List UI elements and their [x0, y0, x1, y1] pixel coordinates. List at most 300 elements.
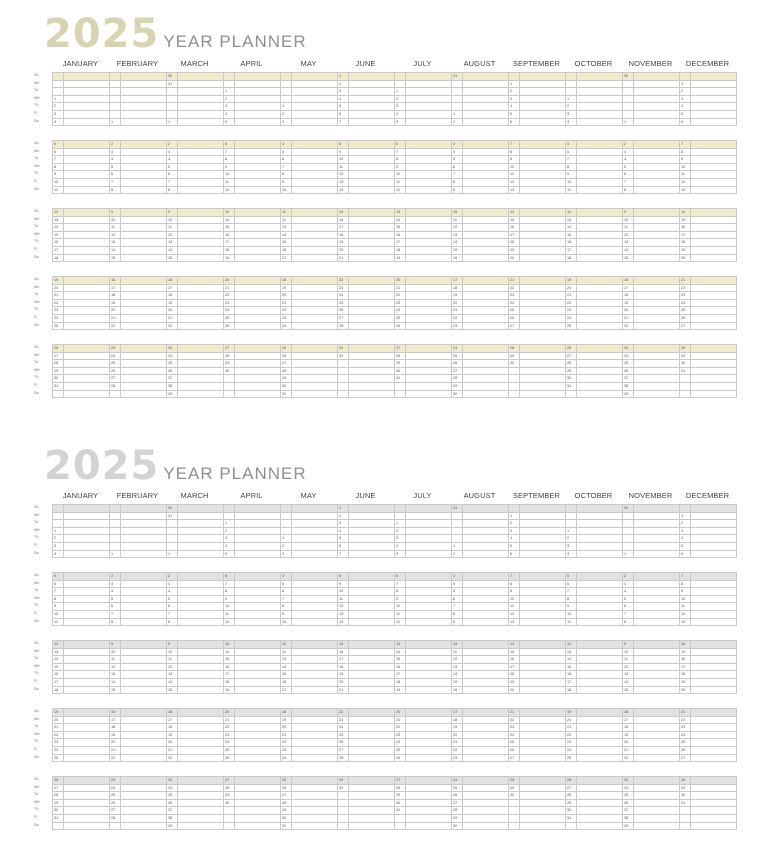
- day-cell[interactable]: [395, 520, 452, 528]
- day-cell[interactable]: [167, 641, 224, 649]
- day-cell[interactable]: [452, 209, 509, 217]
- day-cell[interactable]: [110, 724, 167, 732]
- day-cell[interactable]: [452, 315, 509, 323]
- day-cell[interactable]: [680, 513, 737, 521]
- day-cell[interactable]: [452, 505, 509, 513]
- day-cell[interactable]: [395, 800, 452, 808]
- day-cell[interactable]: [110, 573, 167, 581]
- day-cell[interactable]: [566, 732, 623, 740]
- day-cell[interactable]: [338, 383, 395, 391]
- day-cell[interactable]: [680, 239, 737, 247]
- day-cell[interactable]: [110, 603, 167, 611]
- day-cell[interactable]: [53, 800, 110, 808]
- day-cell[interactable]: [452, 383, 509, 391]
- day-cell[interactable]: [224, 156, 281, 164]
- day-cell[interactable]: [623, 792, 680, 800]
- day-cell[interactable]: [338, 649, 395, 657]
- day-cell[interactable]: [281, 679, 338, 687]
- day-cell[interactable]: [338, 103, 395, 111]
- day-cell[interactable]: [338, 360, 395, 368]
- day-cell[interactable]: [452, 179, 509, 187]
- day-cell[interactable]: [281, 300, 338, 308]
- day-cell[interactable]: [53, 360, 110, 368]
- day-cell[interactable]: [53, 732, 110, 740]
- day-cell[interactable]: [338, 300, 395, 308]
- day-cell[interactable]: [623, 581, 680, 589]
- day-cell[interactable]: [623, 391, 680, 399]
- day-cell[interactable]: [623, 232, 680, 240]
- day-cell[interactable]: [167, 292, 224, 300]
- day-cell[interactable]: [53, 368, 110, 376]
- day-cell[interactable]: [680, 747, 737, 755]
- day-cell[interactable]: [452, 603, 509, 611]
- day-cell[interactable]: [452, 81, 509, 89]
- day-cell[interactable]: [680, 603, 737, 611]
- day-cell[interactable]: [395, 88, 452, 96]
- day-cell[interactable]: [623, 285, 680, 293]
- day-cell[interactable]: [680, 732, 737, 740]
- day-cell[interactable]: [53, 88, 110, 96]
- day-cell[interactable]: [680, 755, 737, 763]
- day-cell[interactable]: [680, 520, 737, 528]
- day-cell[interactable]: [509, 307, 566, 315]
- day-cell[interactable]: [224, 815, 281, 823]
- day-cell[interactable]: [338, 777, 395, 785]
- day-cell[interactable]: [395, 209, 452, 217]
- day-cell[interactable]: [680, 111, 737, 119]
- day-cell[interactable]: [623, 800, 680, 808]
- day-cell[interactable]: [53, 573, 110, 581]
- day-cell[interactable]: [395, 247, 452, 255]
- day-cell[interactable]: [452, 619, 509, 627]
- day-cell[interactable]: [566, 88, 623, 96]
- day-cell[interactable]: [338, 171, 395, 179]
- day-cell[interactable]: [53, 535, 110, 543]
- day-cell[interactable]: [224, 141, 281, 149]
- day-cell[interactable]: [53, 664, 110, 672]
- day-cell[interactable]: [566, 815, 623, 823]
- day-cell[interactable]: [338, 209, 395, 217]
- day-cell[interactable]: [224, 823, 281, 831]
- day-cell[interactable]: [167, 807, 224, 815]
- day-cell[interactable]: [680, 224, 737, 232]
- day-cell[interactable]: [281, 179, 338, 187]
- day-cell[interactable]: [395, 505, 452, 513]
- day-cell[interactable]: [53, 815, 110, 823]
- day-cell[interactable]: [281, 520, 338, 528]
- day-cell[interactable]: [680, 823, 737, 831]
- day-cell[interactable]: [623, 383, 680, 391]
- day-cell[interactable]: [167, 732, 224, 740]
- day-cell[interactable]: [338, 641, 395, 649]
- day-cell[interactable]: [395, 755, 452, 763]
- day-cell[interactable]: [281, 581, 338, 589]
- day-cell[interactable]: [566, 535, 623, 543]
- day-cell[interactable]: [623, 815, 680, 823]
- day-cell[interactable]: [281, 156, 338, 164]
- day-cell[interactable]: [224, 247, 281, 255]
- day-cell[interactable]: [167, 141, 224, 149]
- day-cell[interactable]: [566, 603, 623, 611]
- day-cell[interactable]: [110, 792, 167, 800]
- day-cell[interactable]: [281, 588, 338, 596]
- day-cell[interactable]: [395, 81, 452, 89]
- day-cell[interactable]: [167, 747, 224, 755]
- day-cell[interactable]: [281, 755, 338, 763]
- day-cell[interactable]: [338, 307, 395, 315]
- day-cell[interactable]: [167, 679, 224, 687]
- day-cell[interactable]: [452, 292, 509, 300]
- day-cell[interactable]: [395, 103, 452, 111]
- day-cell[interactable]: [338, 664, 395, 672]
- day-cell[interactable]: [452, 777, 509, 785]
- day-cell[interactable]: [224, 641, 281, 649]
- day-cell[interactable]: [680, 588, 737, 596]
- day-cell[interactable]: [110, 785, 167, 793]
- day-cell[interactable]: [224, 96, 281, 104]
- day-cell[interactable]: [395, 156, 452, 164]
- day-cell[interactable]: [623, 171, 680, 179]
- day-cell[interactable]: [224, 717, 281, 725]
- day-cell[interactable]: [566, 285, 623, 293]
- day-cell[interactable]: [338, 603, 395, 611]
- day-cell[interactable]: [509, 807, 566, 815]
- day-cell[interactable]: [224, 277, 281, 285]
- day-cell[interactable]: [53, 307, 110, 315]
- day-cell[interactable]: [110, 209, 167, 217]
- day-cell[interactable]: [566, 368, 623, 376]
- day-cell[interactable]: [623, 224, 680, 232]
- day-cell[interactable]: [566, 505, 623, 513]
- day-cell[interactable]: [509, 717, 566, 725]
- day-cell[interactable]: [566, 747, 623, 755]
- day-cell[interactable]: [338, 717, 395, 725]
- day-cell[interactable]: [680, 649, 737, 657]
- day-cell[interactable]: [509, 232, 566, 240]
- day-cell[interactable]: [53, 375, 110, 383]
- day-cell[interactable]: [167, 307, 224, 315]
- day-cell[interactable]: [53, 119, 110, 127]
- day-cell[interactable]: [224, 543, 281, 551]
- day-cell[interactable]: [53, 391, 110, 399]
- day-cell[interactable]: [452, 573, 509, 581]
- day-cell[interactable]: [623, 687, 680, 695]
- day-cell[interactable]: [680, 528, 737, 536]
- day-cell[interactable]: [338, 823, 395, 831]
- day-cell[interactable]: [224, 285, 281, 293]
- day-cell[interactable]: [110, 111, 167, 119]
- day-cell[interactable]: [338, 179, 395, 187]
- day-cell[interactable]: [395, 717, 452, 725]
- day-cell[interactable]: [452, 171, 509, 179]
- day-cell[interactable]: [338, 505, 395, 513]
- day-cell[interactable]: [281, 171, 338, 179]
- day-cell[interactable]: [167, 724, 224, 732]
- day-cell[interactable]: [110, 520, 167, 528]
- day-cell[interactable]: [680, 209, 737, 217]
- day-cell[interactable]: [452, 73, 509, 81]
- day-cell[interactable]: [395, 687, 452, 695]
- day-cell[interactable]: [224, 528, 281, 536]
- day-cell[interactable]: [395, 217, 452, 225]
- day-cell[interactable]: [281, 96, 338, 104]
- day-cell[interactable]: [167, 164, 224, 172]
- day-cell[interactable]: [110, 528, 167, 536]
- day-cell[interactable]: [395, 603, 452, 611]
- day-cell[interactable]: [395, 73, 452, 81]
- day-cell[interactable]: [53, 520, 110, 528]
- day-cell[interactable]: [452, 807, 509, 815]
- day-cell[interactable]: [623, 732, 680, 740]
- day-cell[interactable]: [509, 619, 566, 627]
- day-cell[interactable]: [509, 360, 566, 368]
- day-cell[interactable]: [167, 573, 224, 581]
- day-cell[interactable]: [167, 96, 224, 104]
- day-cell[interactable]: [167, 543, 224, 551]
- day-cell[interactable]: [452, 149, 509, 157]
- day-cell[interactable]: [452, 103, 509, 111]
- day-cell[interactable]: [110, 292, 167, 300]
- day-cell[interactable]: [224, 307, 281, 315]
- day-cell[interactable]: [338, 573, 395, 581]
- day-cell[interactable]: [53, 755, 110, 763]
- day-cell[interactable]: [395, 596, 452, 604]
- day-cell[interactable]: [224, 513, 281, 521]
- day-cell[interactable]: [167, 285, 224, 293]
- day-cell[interactable]: [338, 247, 395, 255]
- day-cell[interactable]: [281, 792, 338, 800]
- day-cell[interactable]: [509, 217, 566, 225]
- day-cell[interactable]: [338, 513, 395, 521]
- day-cell[interactable]: [110, 717, 167, 725]
- day-cell[interactable]: [167, 619, 224, 627]
- day-cell[interactable]: [281, 368, 338, 376]
- day-cell[interactable]: [566, 315, 623, 323]
- day-cell[interactable]: [53, 785, 110, 793]
- day-cell[interactable]: [224, 209, 281, 217]
- day-cell[interactable]: [566, 345, 623, 353]
- day-cell[interactable]: [224, 747, 281, 755]
- day-cell[interactable]: [281, 315, 338, 323]
- day-cell[interactable]: [395, 649, 452, 657]
- day-cell[interactable]: [680, 323, 737, 331]
- day-cell[interactable]: [680, 792, 737, 800]
- day-cell[interactable]: [623, 247, 680, 255]
- day-cell[interactable]: [53, 717, 110, 725]
- day-cell[interactable]: [680, 119, 737, 127]
- day-cell[interactable]: [623, 360, 680, 368]
- day-cell[interactable]: [110, 375, 167, 383]
- day-cell[interactable]: [509, 656, 566, 664]
- day-cell[interactable]: [452, 520, 509, 528]
- day-cell[interactable]: [338, 232, 395, 240]
- day-cell[interactable]: [53, 649, 110, 657]
- day-cell[interactable]: [452, 513, 509, 521]
- day-cell[interactable]: [680, 807, 737, 815]
- day-cell[interactable]: [338, 588, 395, 596]
- day-cell[interactable]: [623, 739, 680, 747]
- day-cell[interactable]: [53, 656, 110, 664]
- day-cell[interactable]: [395, 543, 452, 551]
- day-cell[interactable]: [110, 755, 167, 763]
- day-cell[interactable]: [395, 551, 452, 559]
- day-cell[interactable]: [680, 315, 737, 323]
- day-cell[interactable]: [167, 717, 224, 725]
- day-cell[interactable]: [623, 603, 680, 611]
- day-cell[interactable]: [566, 777, 623, 785]
- day-cell[interactable]: [281, 232, 338, 240]
- day-cell[interactable]: [224, 581, 281, 589]
- day-cell[interactable]: [623, 785, 680, 793]
- day-cell[interactable]: [110, 611, 167, 619]
- day-cell[interactable]: [53, 103, 110, 111]
- day-cell[interactable]: [110, 187, 167, 195]
- day-cell[interactable]: [566, 156, 623, 164]
- day-cell[interactable]: [680, 800, 737, 808]
- day-cell[interactable]: [53, 792, 110, 800]
- day-cell[interactable]: [110, 232, 167, 240]
- day-cell[interactable]: [338, 671, 395, 679]
- day-cell[interactable]: [281, 649, 338, 657]
- day-cell[interactable]: [566, 224, 623, 232]
- day-cell[interactable]: [338, 164, 395, 172]
- day-cell[interactable]: [566, 73, 623, 81]
- day-cell[interactable]: [224, 187, 281, 195]
- day-cell[interactable]: [566, 255, 623, 263]
- day-cell[interactable]: [623, 656, 680, 664]
- day-cell[interactable]: [509, 732, 566, 740]
- day-cell[interactable]: [566, 292, 623, 300]
- day-cell[interactable]: [224, 217, 281, 225]
- day-cell[interactable]: [224, 292, 281, 300]
- day-cell[interactable]: [53, 807, 110, 815]
- day-cell[interactable]: [338, 277, 395, 285]
- day-cell[interactable]: [281, 292, 338, 300]
- day-cell[interactable]: [224, 88, 281, 96]
- day-cell[interactable]: [110, 73, 167, 81]
- day-cell[interactable]: [509, 528, 566, 536]
- day-cell[interactable]: [224, 232, 281, 240]
- day-cell[interactable]: [53, 603, 110, 611]
- day-cell[interactable]: [395, 535, 452, 543]
- day-cell[interactable]: [509, 785, 566, 793]
- day-cell[interactable]: [680, 300, 737, 308]
- day-cell[interactable]: [395, 239, 452, 247]
- day-cell[interactable]: [566, 755, 623, 763]
- day-cell[interactable]: [680, 345, 737, 353]
- day-cell[interactable]: [395, 709, 452, 717]
- day-cell[interactable]: [281, 360, 338, 368]
- day-cell[interactable]: [281, 739, 338, 747]
- day-cell[interactable]: [167, 217, 224, 225]
- day-cell[interactable]: [224, 111, 281, 119]
- day-cell[interactable]: [623, 641, 680, 649]
- day-cell[interactable]: [395, 656, 452, 664]
- day-cell[interactable]: [110, 315, 167, 323]
- day-cell[interactable]: [452, 141, 509, 149]
- day-cell[interactable]: [281, 687, 338, 695]
- day-cell[interactable]: [452, 581, 509, 589]
- day-cell[interactable]: [623, 187, 680, 195]
- day-cell[interactable]: [338, 724, 395, 732]
- day-cell[interactable]: [452, 588, 509, 596]
- day-cell[interactable]: [281, 671, 338, 679]
- day-cell[interactable]: [395, 141, 452, 149]
- day-cell[interactable]: [623, 156, 680, 164]
- day-cell[interactable]: [623, 353, 680, 361]
- day-cell[interactable]: [566, 724, 623, 732]
- day-cell[interactable]: [452, 391, 509, 399]
- day-cell[interactable]: [623, 217, 680, 225]
- day-cell[interactable]: [623, 505, 680, 513]
- day-cell[interactable]: [281, 656, 338, 664]
- day-cell[interactable]: [509, 800, 566, 808]
- day-cell[interactable]: [224, 73, 281, 81]
- day-cell[interactable]: [566, 656, 623, 664]
- day-cell[interactable]: [110, 551, 167, 559]
- day-cell[interactable]: [53, 345, 110, 353]
- day-cell[interactable]: [509, 747, 566, 755]
- day-cell[interactable]: [452, 111, 509, 119]
- day-cell[interactable]: [110, 739, 167, 747]
- day-cell[interactable]: [509, 209, 566, 217]
- day-cell[interactable]: [395, 588, 452, 596]
- day-cell[interactable]: [167, 611, 224, 619]
- day-cell[interactable]: [452, 823, 509, 831]
- day-cell[interactable]: [110, 641, 167, 649]
- day-cell[interactable]: [509, 777, 566, 785]
- day-cell[interactable]: [623, 513, 680, 521]
- day-cell[interactable]: [110, 656, 167, 664]
- day-cell[interactable]: [680, 671, 737, 679]
- day-cell[interactable]: [680, 619, 737, 627]
- day-cell[interactable]: [509, 171, 566, 179]
- day-cell[interactable]: [623, 141, 680, 149]
- day-cell[interactable]: [509, 520, 566, 528]
- day-cell[interactable]: [338, 807, 395, 815]
- day-cell[interactable]: [224, 315, 281, 323]
- day-cell[interactable]: [338, 88, 395, 96]
- day-cell[interactable]: [623, 709, 680, 717]
- day-cell[interactable]: [338, 619, 395, 627]
- day-cell[interactable]: [338, 611, 395, 619]
- day-cell[interactable]: [53, 141, 110, 149]
- day-cell[interactable]: [566, 581, 623, 589]
- day-cell[interactable]: [566, 247, 623, 255]
- day-cell[interactable]: [395, 528, 452, 536]
- day-cell[interactable]: [623, 588, 680, 596]
- day-cell[interactable]: [281, 209, 338, 217]
- day-cell[interactable]: [566, 277, 623, 285]
- day-cell[interactable]: [566, 588, 623, 596]
- day-cell[interactable]: [395, 724, 452, 732]
- day-cell[interactable]: [338, 96, 395, 104]
- day-cell[interactable]: [110, 277, 167, 285]
- day-cell[interactable]: [680, 307, 737, 315]
- day-cell[interactable]: [167, 551, 224, 559]
- day-cell[interactable]: [452, 611, 509, 619]
- day-cell[interactable]: [53, 687, 110, 695]
- day-cell[interactable]: [395, 345, 452, 353]
- day-cell[interactable]: [110, 81, 167, 89]
- day-cell[interactable]: [452, 255, 509, 263]
- day-cell[interactable]: [167, 111, 224, 119]
- day-cell[interactable]: [338, 535, 395, 543]
- day-cell[interactable]: [680, 247, 737, 255]
- day-cell[interactable]: [452, 596, 509, 604]
- day-cell[interactable]: [452, 164, 509, 172]
- day-cell[interactable]: [167, 671, 224, 679]
